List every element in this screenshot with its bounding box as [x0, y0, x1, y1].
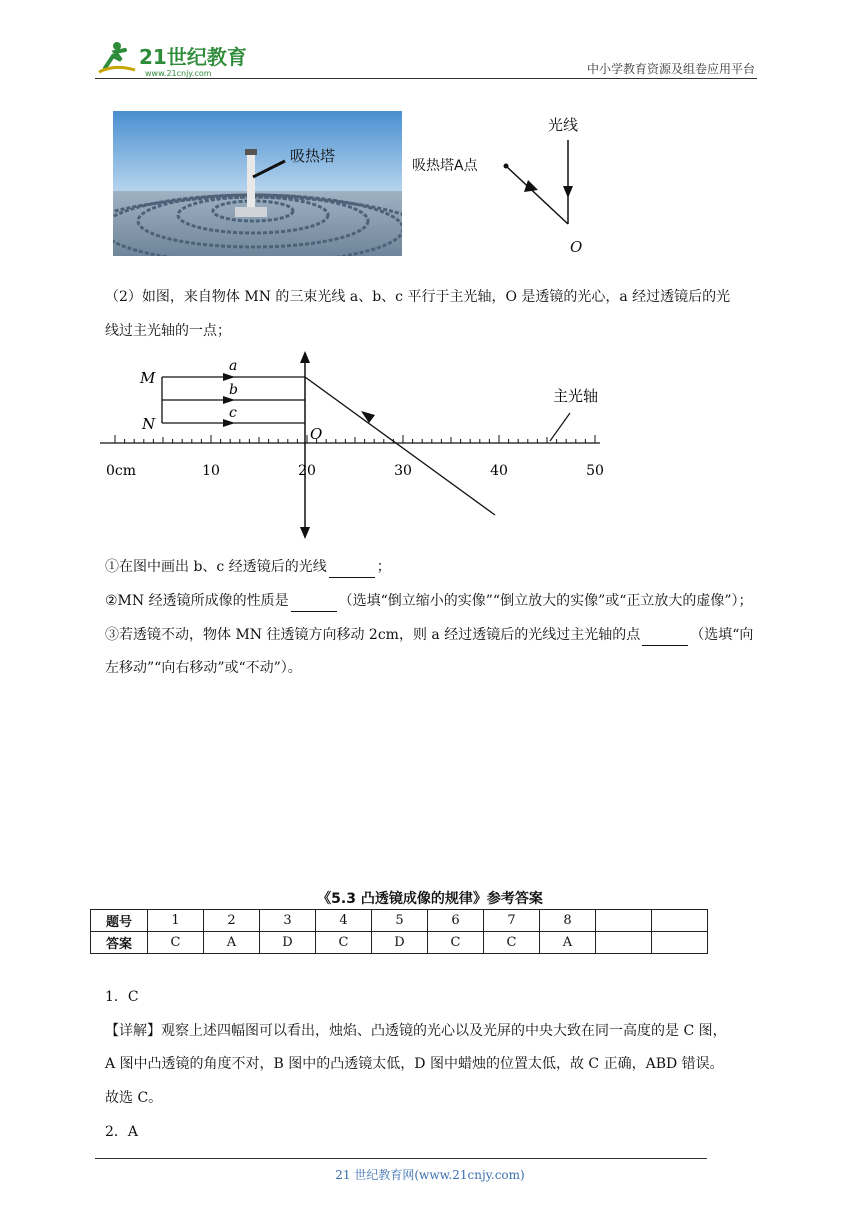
label-o: O: [310, 425, 323, 443]
answer-blank-1[interactable]: [329, 563, 375, 578]
header-divider: [95, 78, 757, 79]
axis-tick-label: 40: [490, 463, 508, 479]
subquestion-2: [105, 590, 805, 612]
question-number-cell: 1: [148, 910, 204, 932]
question-number-cell: [652, 910, 708, 932]
subquestion-3: [105, 624, 795, 646]
number-header: 题号: [91, 910, 148, 932]
question-number-cell: 5: [372, 910, 428, 932]
solution-1-line3: 故选 C。: [105, 1090, 163, 1106]
question-number-cell: 8: [540, 910, 596, 932]
answer-cell: C: [148, 932, 204, 954]
answer-cell: [652, 932, 708, 954]
photo-tower-label: 吸热塔: [290, 147, 336, 165]
answer-cell: [596, 932, 652, 954]
site-logo: [95, 38, 265, 80]
subquestion-1-text: ①在图中画出 b、c 经透镜后的光线: [105, 559, 327, 575]
axis-tick-label: 20: [298, 463, 316, 479]
runner-icon: [99, 42, 135, 72]
label-n: N: [142, 415, 156, 433]
question2-line2: 线过主光轴的一点；: [105, 323, 231, 339]
tower-point-label: 吸热塔A点: [412, 158, 478, 174]
label-b: b: [229, 382, 238, 398]
answer-number-row: [91, 910, 708, 932]
answer-blank-2[interactable]: [291, 597, 337, 612]
answer-cell: D: [372, 932, 428, 954]
solar-tower-photo: [113, 111, 402, 256]
question-number-cell: [596, 910, 652, 932]
answer-header: 答案: [91, 932, 148, 954]
answer-cell: D: [260, 932, 316, 954]
subquestion-3-line2: 左移动”“向右移动”或“不动”）。: [105, 660, 302, 676]
question-number-cell: 3: [260, 910, 316, 932]
origin-label: O: [570, 238, 583, 256]
lens-ray-diagram: [95, 345, 615, 545]
question-number-cell: 2: [204, 910, 260, 932]
subquestion-3-text: ③若透镜不动，物体 MN 往透镜方向移动 2cm，则 a 经过透镜后的光线过主光轴的点: [105, 627, 641, 643]
footer-divider: [95, 1158, 707, 1159]
label-principal-axis: 主光轴: [553, 387, 599, 405]
label-c: c: [229, 405, 237, 421]
answer-blank-3[interactable]: [642, 631, 688, 646]
solution-1-title: 1．C: [105, 989, 139, 1005]
label-m: M: [140, 369, 156, 387]
question-number-cell: 7: [484, 910, 540, 932]
answer-table: [90, 909, 708, 954]
axis-tick-label: 0cm: [105, 463, 137, 479]
axis-ticks: [115, 435, 595, 443]
light-label: 光线: [548, 116, 579, 134]
tower-light-diagram: [410, 110, 600, 260]
solution-1-line1: 【详解】观察上述四幅图可以看出，烛焰、凸透镜的光心以及光屏的中央大致在同一高度的是 C 图，: [105, 1023, 727, 1039]
axis-tick-label: 50: [586, 463, 604, 479]
answer-cell: C: [316, 932, 372, 954]
question-number-cell: 4: [316, 910, 372, 932]
axis-tick-label: 30: [394, 463, 412, 479]
answer-title: 《5.3 凸透镜成像的规律》参考答案: [317, 891, 543, 907]
solution-1-line2: A 图中凸透镜的角度不对，B 图中的凸透镜太低，D 图中蜡烛的位置太低，故 C 正确，ABD 错误。: [105, 1056, 724, 1072]
question-number-cell: 6: [428, 910, 484, 932]
subquestion-1-end: ；: [376, 559, 391, 575]
answer-cell: A: [204, 932, 260, 954]
answer-cell: A: [540, 932, 596, 954]
solution-2-title: 2．A: [105, 1124, 139, 1140]
subquestion-2-end: （选填“倒立缩小的实像”“倒立放大的实像”或“正立放大的虚像”）；: [338, 593, 753, 609]
label-a: a: [229, 358, 238, 374]
logo-text: 21世纪教育: [139, 45, 247, 69]
answer-value-row: [91, 932, 708, 954]
logo-url: www.21cnjy.com: [145, 69, 212, 78]
subquestion-2-text: ②MN 经透镜所成像的性质是: [105, 593, 289, 609]
header-platform-text: 中小学教育资源及组卷应用平台: [586, 62, 755, 76]
axis-tick-label: 10: [202, 463, 220, 479]
answer-cell: C: [484, 932, 540, 954]
question2-line1: （2）如图，来自物体 MN 的三束光线 a、b、c 平行于主光轴，O 是透镜的光心，a 经过透镜后的光: [105, 289, 731, 305]
answer-cell: C: [428, 932, 484, 954]
subquestion-1: [105, 556, 765, 578]
subquestion-3-end: （选填“向: [690, 627, 754, 643]
footer-text: 21 世纪教育网(www.21cnjy.com): [335, 1168, 525, 1182]
